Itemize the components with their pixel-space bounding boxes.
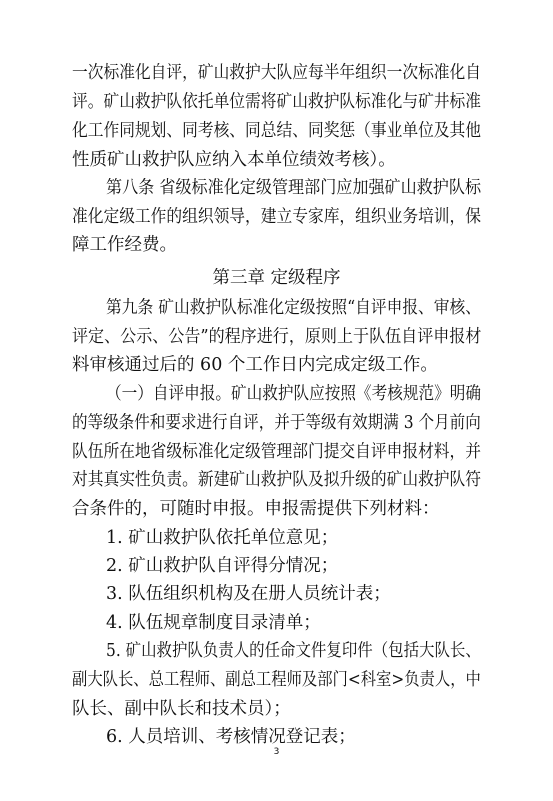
list-item-1: 1. 矿山救护队依托单位意见； <box>106 528 339 548</box>
article-9-line-2: 评定、公示、公告”的程序进行，原则上于队伍自评申报材 <box>72 327 482 347</box>
section-1-line-3: 队伍所在地省级标准化定级管理部门提交自评申报材料，并 <box>72 442 481 462</box>
article-9-line-3: 料审核通过后的 60 个工作日内完成定级工作。 <box>72 355 438 375</box>
list-item-4: 4. 队伍规章制度目录清单； <box>106 613 321 633</box>
article-8-line-1: 第八条 省级标准化定级管理部门应加强矿山救护队标 <box>106 178 482 198</box>
body-line-1: 一次标准化自评，矿山救护大队应每半年组织一次标准化自 <box>72 63 481 83</box>
list-item-6: 6. 人员培训、考核情况登记表； <box>106 727 356 747</box>
article-8-line-3: 障工作经费。 <box>72 235 177 255</box>
section-1-line-2: 的等级条件和要求进行自评，并于等级有效期满 3 个月前向 <box>72 413 481 433</box>
list-item-2: 2. 矿山救护队自评得分情况； <box>106 556 339 576</box>
list-item-3: 3. 队伍组织机构及在册人员统计表； <box>106 584 391 604</box>
article-9-line-1: 第九条 矿山救护队标准化定级按照“自评申报、审核、 <box>106 298 482 318</box>
body-line-3: 化工作同规划、同考核、同总结、同奖惩（事业单位及其他 <box>72 121 481 141</box>
article-8-line-2: 准化定级工作的组织领导，建立专家库，组织业务培训，保 <box>72 207 481 227</box>
section-1-line-4: 对其真实性负责。新建矿山救护队及拟升级的矿山救护队符 <box>72 470 481 490</box>
list-item-5-line-2: 副大队长、总工程师、副总工程师及部门<科室>负责人，中 <box>72 670 481 690</box>
body-line-4: 性质矿山救护队应纳入本单位绩效考核）。 <box>72 150 396 170</box>
page-number: 3 <box>273 747 280 757</box>
list-item-5-line-3: 队长、副中队长和技术员）； <box>72 699 291 719</box>
section-1-line-5: 合条件的，可随时申报。申报需提供下列材料： <box>72 499 440 519</box>
section-1-line-1: （一）自评申报。矿山救护队应按照《考核规范》明确 <box>106 384 481 404</box>
list-item-5-line-1: 5. 矿山救护队负责人的任命文件复印件（包括大队长、 <box>106 641 481 661</box>
body-line-2: 评。矿山救护队依托单位需将矿山救护队标准化与矿井标准 <box>72 92 481 112</box>
chapter-heading: 第三章 定级程序 <box>212 268 341 288</box>
